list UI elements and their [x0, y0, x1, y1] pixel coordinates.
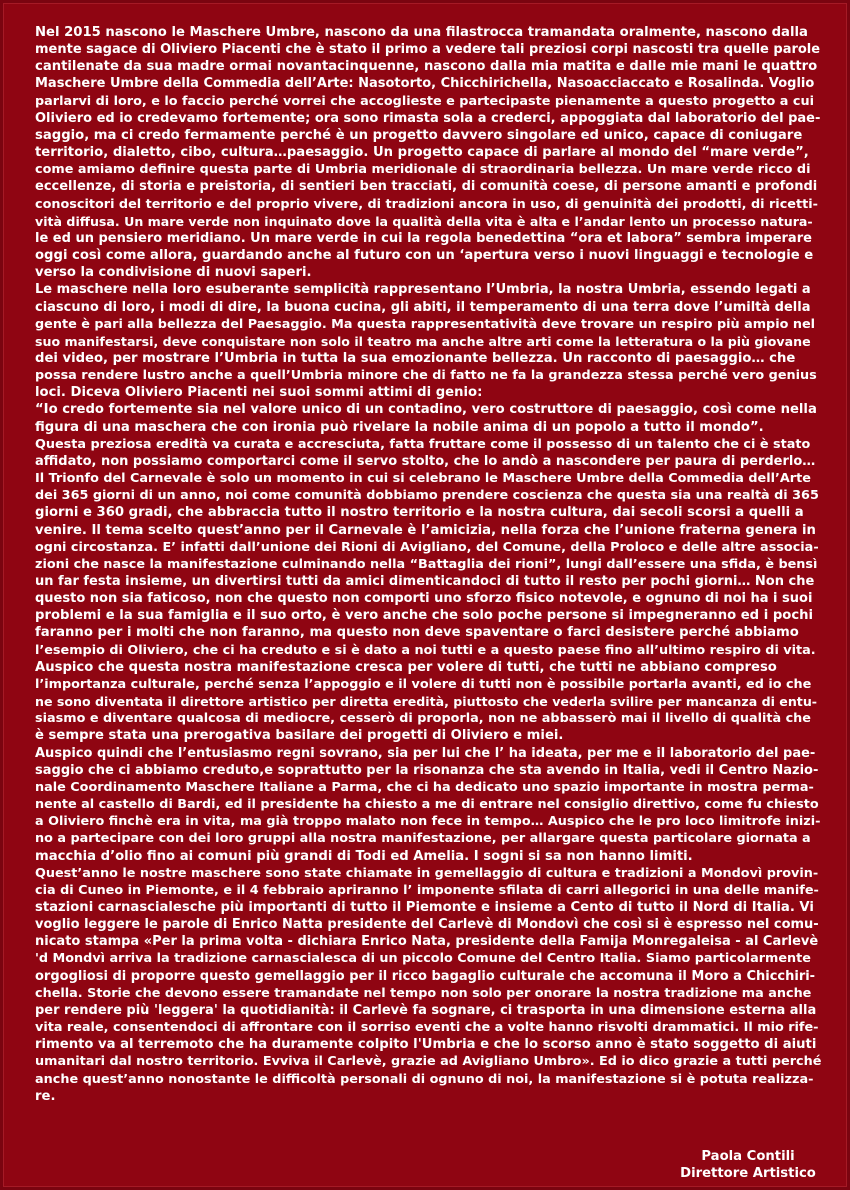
- text-line: chella. Storie che devono essere tramandate nel tempo non solo per onorare la nostra tradizione ma anche: [35, 985, 812, 1001]
- text-line: macchia d’olio fino ai comuni più grandi di Todi ed Amelia. I sogni si sa non hanno limiti.: [35, 848, 693, 864]
- text-line: Le maschere nella loro esuberante semplicità rappresentano l’Umbria, la nostra Umbria, essendo legati a: [35, 282, 811, 298]
- text-line: possa rendere lustro anche a quell’Umbria minore che di fatto ne fa la grandezza stessa perché vero genius: [35, 368, 817, 384]
- text-line: Auspico che questa nostra manifestazione cresca per volere di tutti, che tutti ne abbiano compreso: [35, 659, 777, 675]
- text-line: problemi e la sua famiglia e il suo orto, è vero anche che solo poche persone si impegneranno ed i pochi: [35, 608, 814, 624]
- text-line: questo non sia faticoso, non che questo non comporti uno sforzo fisico notevole, e ognuno di noi ha i suoi: [35, 591, 813, 607]
- text-line: zioni che nasce la manifestazione culminando nella “Battaglia dei rioni”, lungi dall’essere una sfida, è bensì: [35, 556, 818, 572]
- text-line: Oliviero ed io credevamo fortemente; ora sono rimasta sola a crederci, appoggiata dal laboratorio del pae-: [35, 110, 821, 126]
- text-line: parlarvi di loro, e lo faccio perché vorrei che accoglieste e partecipaste pienamente a questo progetto a cui: [35, 93, 814, 109]
- text-line: oggi così come allora, guardando anche al futuro con un ‘apertura verso i nuovi linguaggi e tecnologie e: [35, 248, 814, 264]
- text-line: cia di Cuneo in Piemonte, e il 4 febbraio apriranno l’ imponente sfilata di carri allegorici in una delle manife-: [35, 882, 819, 898]
- text-line: Auspico quindi che l’entusiasmo regni sovrano, sia per lui che l’ ha ideata, per me e il laboratorio del pae-: [35, 745, 816, 761]
- text-line: è sempre stata una prerogativa basilare dei progetti di Oliviero e miei.: [35, 728, 564, 744]
- text-line: ne sono diventata il direttore artistico per diretta eredità, piuttosto che vederla svilire per mancanza di entu-: [35, 694, 818, 710]
- text-line: l’importanza culturale, perché senza l’appoggio e il volere di tutti non è possibile portarla avanti, ed io che: [35, 676, 812, 692]
- text-line: 'd Mondvì arriva la tradizione carnascialesca di un piccolo Comune del Centro Italia. Siamo particolarmente: [35, 951, 811, 967]
- text-line: per rendere più 'leggera' la quotidianità: il Carlevè fa sognare, ci trasporta in una dimensione esterna alla: [35, 1002, 817, 1018]
- text-line: l’esempio di Oliviero, che ci ha creduto e si è dato a noi tutti e a questo paese fino all’ultimo respiro di vita.: [35, 642, 816, 658]
- text-line: loci. Diceva Oliviero Piacenti nei suoi sommi attimi di genio:: [35, 385, 483, 401]
- text-line: “Io credo fortemente sia nel valore unico di un contadino, vero costruttore di paesaggio, così come nella: [35, 402, 817, 418]
- text-line: verso la condivisione di nuovi saperi.: [35, 265, 312, 281]
- text-line: voglio leggere le parole di Enrico Natta presidente del Carlevè di Mondovì che così si è espresso nel comu-: [35, 917, 819, 933]
- text-line: vita reale, consentendoci di affrontare con il sorriso eventi che a volte hanno risvolti drammatici. Il mio rife-: [35, 1020, 819, 1036]
- text-line: umanitari dal nostro territorio. Evviva il Carlevè, grazie ad Avigliano Umbro». Ed io dico grazie a tutti perché: [35, 1054, 822, 1070]
- text-line: Maschere Umbre della Commedia dell’Arte: Nasotorto, Chicchirichella, Nasoacciaccato e Rosalinda. Voglio: [35, 76, 815, 92]
- text-line: le ed un pensiero meridiano. Un mare verde in cui la regola benedettina “ora et labora” sembra imperare: [35, 230, 812, 246]
- text-line: affidato, non possiamo comportarci come il servo stolto, che lo andò a nascondere per paura di perderlo…: [35, 453, 816, 469]
- text-line: saggio che ci abbiamo creduto,e soprattutto per la risonanza che sta avendo in Italia, vedi il Centro Nazio-: [35, 762, 819, 778]
- text-line: Questa preziosa eredità va curata e accresciuta, fatta fruttare come il possesso di un talento che ci è stato: [35, 436, 811, 452]
- text-line: Il Trionfo del Carnevale è solo un momento in cui si celebrano le Maschere Umbre della Commedia dell’Arte: [35, 471, 811, 487]
- text-line: venire. Il tema scelto quest’anno per il Carnevale è l’amicizia, nella forza che l’unione fraterna genera in: [35, 522, 816, 538]
- text-line: ogni circostanza. E’ infatti dall’unione dei Rioni di Avigliano, del Comune, della Proloco e delle altre associa-: [35, 539, 819, 555]
- text-line: re.: [35, 1088, 56, 1104]
- text-line: mente sagace di Oliviero Piacenti che è stato il primo a vedere tali preziosi corpi nascosti tra quelle parole: [35, 42, 821, 58]
- text-line: nicato stampa «Per la prima volta - dichiara Enrico Nata, presidente della Famija Monregaleisa - al Carlevè: [35, 934, 819, 950]
- text-line: orgogliosi di proporre questo gemellaggio per il ricco bagaglio culturale che accomuna il Moro a Chicchiri-: [35, 968, 816, 984]
- text-line: gente è pari alla bellezza del Paesaggio. Ma questa rappresentatività deve trovare un respiro più ampio nel: [35, 316, 816, 332]
- text-line: suo manifestarsi, deve conquistare non solo il teatro ma anche altre arti come la letteratura o la più giovane: [35, 333, 811, 349]
- text-line: anche quest’anno nonostante le difficoltà personali di ognuno di noi, la manifestazione si è potuta realizza-: [35, 1071, 814, 1087]
- text-line: saggio, ma ci credo fermamente perché è un progetto davvero singolare ed unico, capace di coniugare: [35, 127, 803, 143]
- text-line: vità diffusa. Un mare verde non inquinato dove la qualità della vita è alta e l’andar lento un processo natura-: [35, 213, 813, 229]
- text-line: eccellenze, di storia e preistoria, di sentieri ben tracciati, di comunità coese, di persone amanti e profondi: [35, 179, 818, 195]
- text-line: nente al castello di Bardi, ed il presidente ha chiesto a me di entrare nel consiglio direttivo, come fu chiesto: [35, 797, 819, 813]
- text-line: nale Coordinamento Maschere Italiane a Parma, che ci ha dedicato uno spazio importante in mostra perma-: [35, 779, 814, 795]
- text-line: cantilenate da sua madre ormai novantacinquenne, nascono dalla mia matita e dalle mie mani le quattro: [35, 59, 818, 75]
- text-line: dei video, per mostrare l’Umbria in tutta la sua emozionante bellezza. Un racconto di paesaggio… che: [35, 350, 796, 366]
- text-line: faranno per i molti che non faranno, ma questo non deve spaventare o farci desistere perché abbiamo: [35, 625, 799, 641]
- text-line: a Oliviero finchè era in vita, ma già troppo malato non fece in tempo… Auspico che le pro loco limitrofe inizi-: [35, 814, 821, 830]
- text-line: figura di una maschera che con ironia può rivelare la nobile anima di un popolo a tutto il mondo”.: [35, 419, 764, 435]
- author-role: Direttore Artistico: [680, 1166, 816, 1181]
- text-line: giorni e 360 gradi, che abbraccia tutto il nostro territorio e la nostra cultura, dai secoli scorsi a quelli a: [35, 505, 804, 521]
- text-line: siasmo e diventare qualcosa di mediocre, cesserò di proporla, non ne abbasserò mai il livello di qualità che: [35, 711, 811, 727]
- text-line: no a partecipare con dei loro gruppi alla nostra manifestazione, per allargare questa particolare giornata a: [35, 831, 811, 847]
- signature-block: [673, 1148, 823, 1182]
- text-line: stazioni carnascialesche più importanti di tutto il Piemonte e insieme a Cento di tutto il Nord di Italia. Vi: [35, 899, 814, 915]
- text-line: dei 365 giorni di un anno, noi come comunità dobbiamo prendere coscienza che questa sia una realtà di 365: [35, 488, 819, 504]
- text-line: Quest’anno le nostre maschere sono state chiamate in gemellaggio di cultura e tradizioni a Mondovì provin-: [35, 865, 819, 881]
- text-line: Nel 2015 nascono le Maschere Umbre, nascono da una filastrocca tramandata oralmente, nascono dalla: [35, 25, 808, 40]
- text-line: territorio, dialetto, cibo, cultura…paesaggio. Un progetto capace di parlare al mondo del “mare verde”,: [35, 145, 809, 161]
- text-line: rimento va al terremoto che ha duramente colpito l'Umbria e che lo scorso anno è stato soggetto di aiuti: [35, 1037, 817, 1053]
- text-line: come amiamo definire questa parte di Umbria meridionale di straordinaria bellezza. Un mare verde ricco di: [35, 162, 811, 178]
- text-line: ciascuno di loro, i modi di dire, la buona cucina, gli abiti, il temperamento di una terra dove l’umiltà della: [35, 299, 811, 315]
- text-line: conoscitori del territorio e del proprio vivere, di tradizioni ancora in uso, di genuinità dei prodotti, di ricetti-: [35, 196, 818, 212]
- author-name: Paola Contili: [701, 1149, 795, 1164]
- text-line: un far festa insieme, un divertirsi tutti da amici dimenticandoci di tutto il resto per pochi giorni… Non che: [35, 574, 815, 589]
- article-body: [35, 24, 821, 1105]
